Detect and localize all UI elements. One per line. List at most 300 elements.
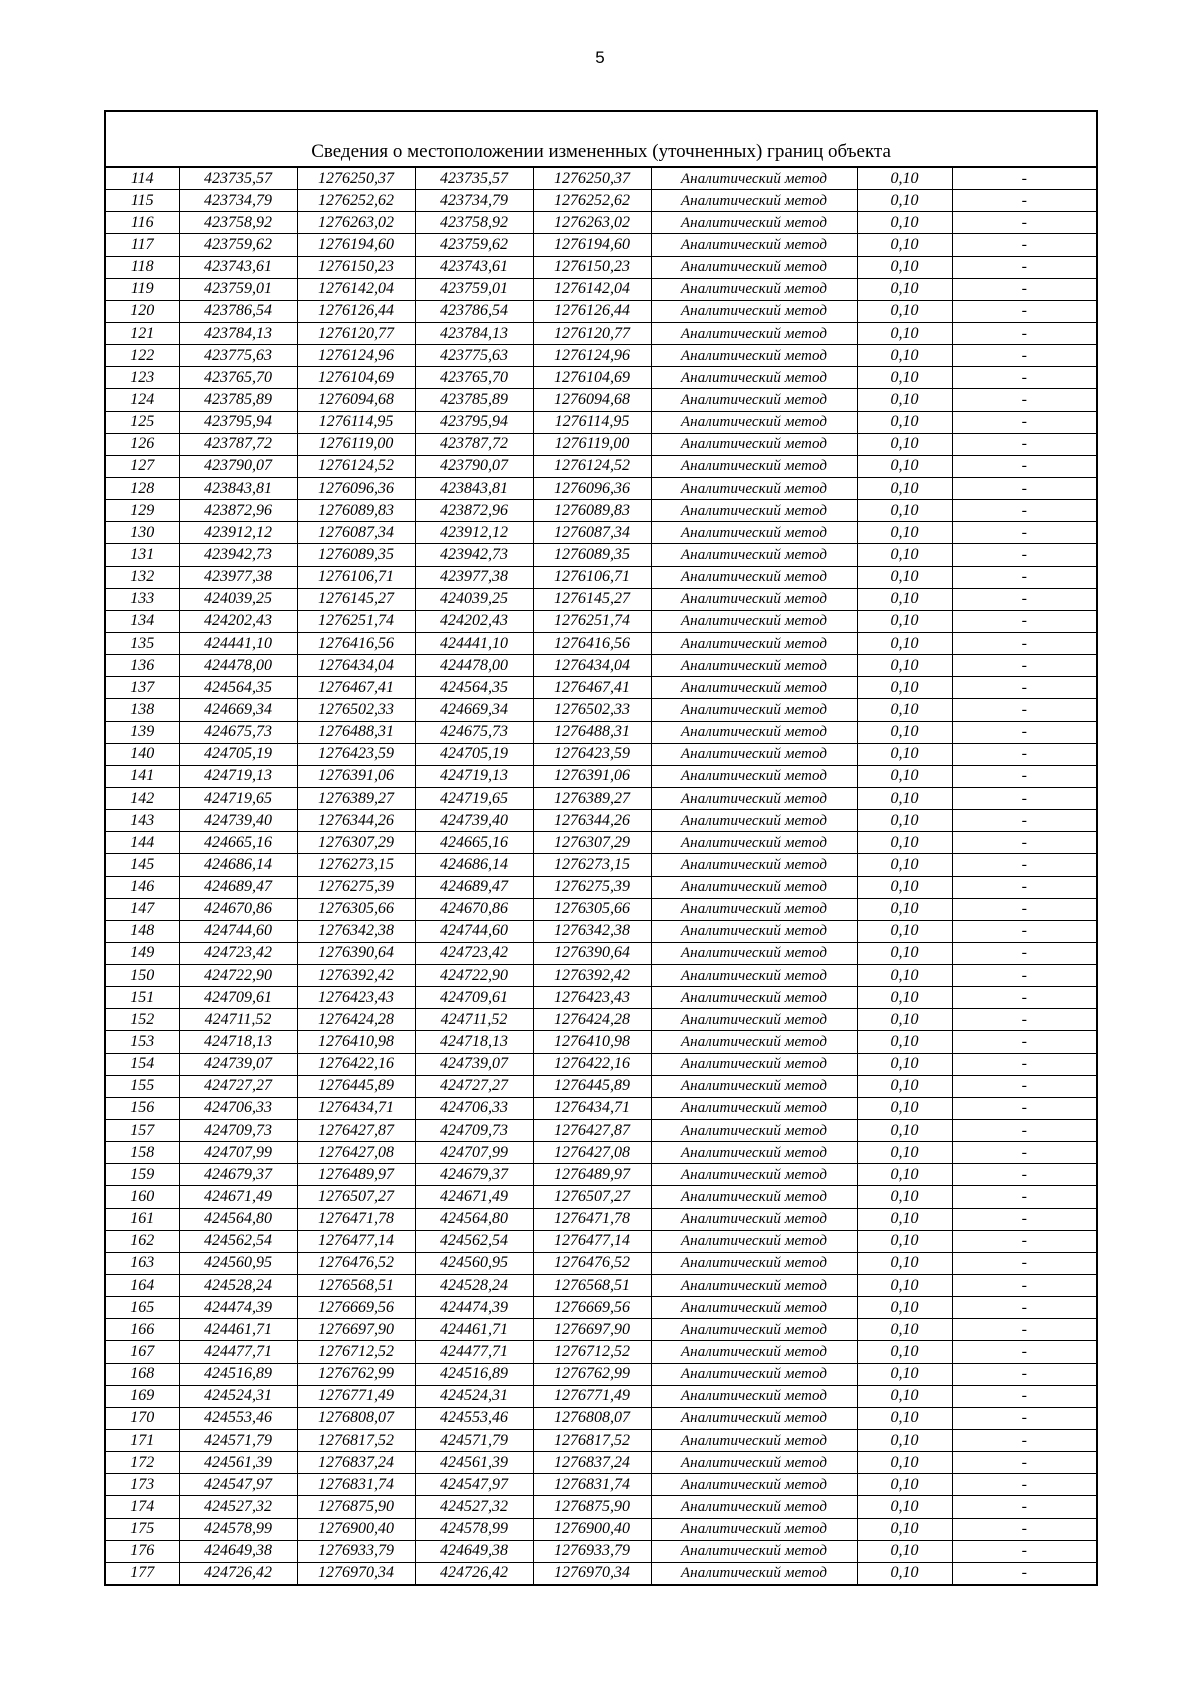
x-existing-cell: 424547,97 bbox=[179, 1474, 297, 1496]
accuracy-cell: 0,10 bbox=[857, 411, 952, 433]
point-number-cell: 132 bbox=[105, 566, 179, 588]
y-existing-cell: 1276467,41 bbox=[297, 677, 415, 699]
x-existing-cell: 424719,65 bbox=[179, 787, 297, 809]
accuracy-cell: 0,10 bbox=[857, 987, 952, 1009]
description-cell: - bbox=[952, 278, 1097, 300]
accuracy-cell: 0,10 bbox=[857, 190, 952, 212]
x-existing-cell: 424562,54 bbox=[179, 1230, 297, 1252]
table-row bbox=[105, 278, 1097, 300]
method-cell: Аналитический метод bbox=[651, 433, 857, 455]
method-cell: Аналитический метод bbox=[651, 1142, 857, 1164]
description-cell: - bbox=[952, 566, 1097, 588]
y-refined-cell: 1276422,16 bbox=[533, 1053, 651, 1075]
x-existing-cell: 424709,61 bbox=[179, 987, 297, 1009]
point-number-cell: 175 bbox=[105, 1518, 179, 1540]
point-number-cell: 161 bbox=[105, 1208, 179, 1230]
description-cell: - bbox=[952, 1275, 1097, 1297]
y-existing-cell: 1276416,56 bbox=[297, 632, 415, 654]
description-cell: - bbox=[952, 1031, 1097, 1053]
y-refined-cell: 1276142,04 bbox=[533, 278, 651, 300]
y-refined-cell: 1276488,31 bbox=[533, 721, 651, 743]
page-number: 5 bbox=[595, 48, 605, 67]
x-refined-cell: 424441,10 bbox=[415, 632, 533, 654]
y-existing-cell: 1276875,90 bbox=[297, 1496, 415, 1518]
x-refined-cell: 423795,94 bbox=[415, 411, 533, 433]
x-refined-cell: 423942,73 bbox=[415, 544, 533, 566]
table-caption: Сведения о местоположении измененных (уточненных) границ объекта bbox=[105, 111, 1097, 167]
point-number-cell: 135 bbox=[105, 632, 179, 654]
x-refined-cell: 424560,95 bbox=[415, 1252, 533, 1274]
x-existing-cell: 423765,70 bbox=[179, 367, 297, 389]
method-cell: Аналитический метод bbox=[651, 677, 857, 699]
table-row bbox=[105, 1097, 1097, 1119]
point-number-cell: 122 bbox=[105, 345, 179, 367]
method-cell: Аналитический метод bbox=[651, 256, 857, 278]
y-refined-cell: 1276150,23 bbox=[533, 256, 651, 278]
y-existing-cell: 1276392,42 bbox=[297, 965, 415, 987]
description-cell: - bbox=[952, 1363, 1097, 1385]
description-cell: - bbox=[952, 588, 1097, 610]
method-cell: Аналитический метод bbox=[651, 167, 857, 190]
description-cell: - bbox=[952, 1164, 1097, 1186]
y-refined-cell: 1276712,52 bbox=[533, 1341, 651, 1363]
table-row bbox=[105, 411, 1097, 433]
y-existing-cell: 1276305,66 bbox=[297, 898, 415, 920]
x-refined-cell: 424718,13 bbox=[415, 1031, 533, 1053]
x-refined-cell: 424039,25 bbox=[415, 588, 533, 610]
accuracy-cell: 0,10 bbox=[857, 345, 952, 367]
x-refined-cell: 423912,12 bbox=[415, 522, 533, 544]
point-number-cell: 126 bbox=[105, 433, 179, 455]
y-existing-cell: 1276342,38 bbox=[297, 920, 415, 942]
table-row bbox=[105, 566, 1097, 588]
table-row bbox=[105, 1275, 1097, 1297]
description-cell: - bbox=[952, 1186, 1097, 1208]
y-existing-cell: 1276124,52 bbox=[297, 455, 415, 477]
accuracy-cell: 0,10 bbox=[857, 1031, 952, 1053]
x-existing-cell: 424202,43 bbox=[179, 610, 297, 632]
x-existing-cell: 424528,24 bbox=[179, 1275, 297, 1297]
point-number-cell: 160 bbox=[105, 1186, 179, 1208]
x-existing-cell: 424527,32 bbox=[179, 1496, 297, 1518]
description-cell: - bbox=[952, 765, 1097, 787]
x-refined-cell: 423785,89 bbox=[415, 389, 533, 411]
point-number-cell: 148 bbox=[105, 920, 179, 942]
x-refined-cell: 424739,07 bbox=[415, 1053, 533, 1075]
y-existing-cell: 1276194,60 bbox=[297, 234, 415, 256]
method-cell: Аналитический метод bbox=[651, 1562, 857, 1585]
x-refined-cell: 424719,65 bbox=[415, 787, 533, 809]
point-number-cell: 158 bbox=[105, 1142, 179, 1164]
y-refined-cell: 1276344,26 bbox=[533, 810, 651, 832]
y-existing-cell: 1276423,59 bbox=[297, 743, 415, 765]
description-cell: - bbox=[952, 876, 1097, 898]
x-existing-cell: 423759,62 bbox=[179, 234, 297, 256]
accuracy-cell: 0,10 bbox=[857, 1540, 952, 1562]
x-existing-cell: 424706,33 bbox=[179, 1097, 297, 1119]
table-row bbox=[105, 610, 1097, 632]
x-existing-cell: 423735,57 bbox=[179, 167, 297, 190]
description-cell: - bbox=[952, 1474, 1097, 1496]
x-refined-cell: 424723,42 bbox=[415, 942, 533, 964]
point-number-cell: 134 bbox=[105, 610, 179, 632]
accuracy-cell: 0,10 bbox=[857, 1075, 952, 1097]
method-cell: Аналитический метод bbox=[651, 1540, 857, 1562]
x-existing-cell: 423795,94 bbox=[179, 411, 297, 433]
y-existing-cell: 1276150,23 bbox=[297, 256, 415, 278]
x-existing-cell: 424711,52 bbox=[179, 1009, 297, 1031]
description-cell: - bbox=[952, 610, 1097, 632]
method-cell: Аналитический метод bbox=[651, 1407, 857, 1429]
point-number-cell: 116 bbox=[105, 212, 179, 234]
description-cell: - bbox=[952, 1430, 1097, 1452]
x-refined-cell: 423743,61 bbox=[415, 256, 533, 278]
y-refined-cell: 1276305,66 bbox=[533, 898, 651, 920]
accuracy-cell: 0,10 bbox=[857, 1230, 952, 1252]
y-existing-cell: 1276252,62 bbox=[297, 190, 415, 212]
table-row bbox=[105, 1186, 1097, 1208]
table-row bbox=[105, 1031, 1097, 1053]
x-existing-cell: 423775,63 bbox=[179, 345, 297, 367]
y-existing-cell: 1276344,26 bbox=[297, 810, 415, 832]
method-cell: Аналитический метод bbox=[651, 898, 857, 920]
table-row bbox=[105, 942, 1097, 964]
x-refined-cell: 424474,39 bbox=[415, 1297, 533, 1319]
table-row bbox=[105, 1252, 1097, 1274]
point-number-cell: 144 bbox=[105, 832, 179, 854]
y-existing-cell: 1276568,51 bbox=[297, 1275, 415, 1297]
x-existing-cell: 424560,95 bbox=[179, 1252, 297, 1274]
table-row bbox=[105, 965, 1097, 987]
method-cell: Аналитический метод bbox=[651, 455, 857, 477]
y-refined-cell: 1276390,64 bbox=[533, 942, 651, 964]
y-refined-cell: 1276427,87 bbox=[533, 1120, 651, 1142]
table-row bbox=[105, 367, 1097, 389]
y-existing-cell: 1276119,00 bbox=[297, 433, 415, 455]
table-row bbox=[105, 1120, 1097, 1142]
x-refined-cell: 424671,49 bbox=[415, 1186, 533, 1208]
method-cell: Аналитический метод bbox=[651, 942, 857, 964]
y-existing-cell: 1276712,52 bbox=[297, 1341, 415, 1363]
y-existing-cell: 1276273,15 bbox=[297, 854, 415, 876]
y-refined-cell: 1276120,77 bbox=[533, 322, 651, 344]
y-refined-cell: 1276477,14 bbox=[533, 1230, 651, 1252]
table-row bbox=[105, 810, 1097, 832]
y-refined-cell: 1276434,71 bbox=[533, 1097, 651, 1119]
y-refined-cell: 1276970,34 bbox=[533, 1562, 651, 1585]
description-cell: - bbox=[952, 743, 1097, 765]
point-number-cell: 152 bbox=[105, 1009, 179, 1031]
x-existing-cell: 424739,07 bbox=[179, 1053, 297, 1075]
x-existing-cell: 423912,12 bbox=[179, 522, 297, 544]
point-number-cell: 172 bbox=[105, 1452, 179, 1474]
method-cell: Аналитический метод bbox=[651, 1319, 857, 1341]
y-existing-cell: 1276096,36 bbox=[297, 477, 415, 499]
point-number-cell: 163 bbox=[105, 1252, 179, 1274]
y-existing-cell: 1276106,71 bbox=[297, 566, 415, 588]
x-refined-cell: 424739,40 bbox=[415, 810, 533, 832]
description-cell: - bbox=[952, 1097, 1097, 1119]
table-row bbox=[105, 455, 1097, 477]
table-row bbox=[105, 655, 1097, 677]
accuracy-cell: 0,10 bbox=[857, 278, 952, 300]
x-existing-cell: 424719,13 bbox=[179, 765, 297, 787]
point-number-cell: 169 bbox=[105, 1385, 179, 1407]
x-refined-cell: 424477,71 bbox=[415, 1341, 533, 1363]
y-refined-cell: 1276275,39 bbox=[533, 876, 651, 898]
method-cell: Аналитический метод bbox=[651, 300, 857, 322]
description-cell: - bbox=[952, 1009, 1097, 1031]
description-cell: - bbox=[952, 345, 1097, 367]
point-number-cell: 150 bbox=[105, 965, 179, 987]
table-row bbox=[105, 1297, 1097, 1319]
table-row bbox=[105, 322, 1097, 344]
y-existing-cell: 1276089,35 bbox=[297, 544, 415, 566]
point-number-cell: 138 bbox=[105, 699, 179, 721]
point-number-cell: 168 bbox=[105, 1363, 179, 1385]
accuracy-cell: 0,10 bbox=[857, 876, 952, 898]
y-existing-cell: 1276507,27 bbox=[297, 1186, 415, 1208]
method-cell: Аналитический метод bbox=[651, 500, 857, 522]
table-row bbox=[105, 522, 1097, 544]
x-refined-cell: 424707,99 bbox=[415, 1142, 533, 1164]
description-cell: - bbox=[952, 190, 1097, 212]
accuracy-cell: 0,10 bbox=[857, 1009, 952, 1031]
x-refined-cell: 424562,54 bbox=[415, 1230, 533, 1252]
table-row bbox=[105, 389, 1097, 411]
accuracy-cell: 0,10 bbox=[857, 1341, 952, 1363]
y-existing-cell: 1276669,56 bbox=[297, 1297, 415, 1319]
point-number-cell: 119 bbox=[105, 278, 179, 300]
y-refined-cell: 1276252,62 bbox=[533, 190, 651, 212]
table-row bbox=[105, 1430, 1097, 1452]
x-refined-cell: 424516,89 bbox=[415, 1363, 533, 1385]
x-refined-cell: 424461,71 bbox=[415, 1319, 533, 1341]
point-number-cell: 136 bbox=[105, 655, 179, 677]
description-cell: - bbox=[952, 1230, 1097, 1252]
method-cell: Аналитический метод bbox=[651, 1097, 857, 1119]
accuracy-cell: 0,10 bbox=[857, 1142, 952, 1164]
y-refined-cell: 1276251,74 bbox=[533, 610, 651, 632]
accuracy-cell: 0,10 bbox=[857, 389, 952, 411]
method-cell: Аналитический метод bbox=[651, 987, 857, 1009]
method-cell: Аналитический метод bbox=[651, 1430, 857, 1452]
point-number-cell: 131 bbox=[105, 544, 179, 566]
point-number-cell: 170 bbox=[105, 1407, 179, 1429]
y-existing-cell: 1276837,24 bbox=[297, 1452, 415, 1474]
y-refined-cell: 1276762,99 bbox=[533, 1363, 651, 1385]
table-row bbox=[105, 1208, 1097, 1230]
x-existing-cell: 424679,37 bbox=[179, 1164, 297, 1186]
y-existing-cell: 1276697,90 bbox=[297, 1319, 415, 1341]
y-refined-cell: 1276837,24 bbox=[533, 1452, 651, 1474]
x-refined-cell: 423735,57 bbox=[415, 167, 533, 190]
y-existing-cell: 1276477,14 bbox=[297, 1230, 415, 1252]
y-existing-cell: 1276427,08 bbox=[297, 1142, 415, 1164]
accuracy-cell: 0,10 bbox=[857, 898, 952, 920]
method-cell: Аналитический метод bbox=[651, 1385, 857, 1407]
description-cell: - bbox=[952, 455, 1097, 477]
x-refined-cell: 423759,01 bbox=[415, 278, 533, 300]
y-existing-cell: 1276771,49 bbox=[297, 1385, 415, 1407]
y-existing-cell: 1276251,74 bbox=[297, 610, 415, 632]
description-cell: - bbox=[952, 655, 1097, 677]
x-existing-cell: 424744,60 bbox=[179, 920, 297, 942]
y-existing-cell: 1276900,40 bbox=[297, 1518, 415, 1540]
x-existing-cell: 424671,49 bbox=[179, 1186, 297, 1208]
accuracy-cell: 0,10 bbox=[857, 743, 952, 765]
table-row bbox=[105, 256, 1097, 278]
x-existing-cell: 423785,89 bbox=[179, 389, 297, 411]
y-existing-cell: 1276124,96 bbox=[297, 345, 415, 367]
table-row bbox=[105, 920, 1097, 942]
x-existing-cell: 424705,19 bbox=[179, 743, 297, 765]
method-cell: Аналитический метод bbox=[651, 1297, 857, 1319]
y-existing-cell: 1276389,27 bbox=[297, 787, 415, 809]
x-refined-cell: 424669,34 bbox=[415, 699, 533, 721]
accuracy-cell: 0,10 bbox=[857, 1053, 952, 1075]
method-cell: Аналитический метод bbox=[651, 411, 857, 433]
point-number-cell: 167 bbox=[105, 1341, 179, 1363]
method-cell: Аналитический метод bbox=[651, 632, 857, 654]
accuracy-cell: 0,10 bbox=[857, 787, 952, 809]
table-row bbox=[105, 212, 1097, 234]
method-cell: Аналитический метод bbox=[651, 234, 857, 256]
x-existing-cell: 423786,54 bbox=[179, 300, 297, 322]
point-number-cell: 151 bbox=[105, 987, 179, 1009]
y-refined-cell: 1276416,56 bbox=[533, 632, 651, 654]
x-existing-cell: 424564,80 bbox=[179, 1208, 297, 1230]
table-row bbox=[105, 898, 1097, 920]
table-row bbox=[105, 1319, 1097, 1341]
table-row bbox=[105, 1075, 1097, 1097]
y-refined-cell: 1276263,02 bbox=[533, 212, 651, 234]
table-row bbox=[105, 1540, 1097, 1562]
table-row bbox=[105, 1053, 1097, 1075]
x-existing-cell: 424675,73 bbox=[179, 721, 297, 743]
x-existing-cell: 424723,42 bbox=[179, 942, 297, 964]
table-row bbox=[105, 1474, 1097, 1496]
method-cell: Аналитический метод bbox=[651, 743, 857, 765]
point-number-cell: 165 bbox=[105, 1297, 179, 1319]
x-refined-cell: 424727,27 bbox=[415, 1075, 533, 1097]
table-row bbox=[105, 677, 1097, 699]
point-number-cell: 133 bbox=[105, 588, 179, 610]
method-cell: Аналитический метод bbox=[651, 1363, 857, 1385]
description-cell: - bbox=[952, 1075, 1097, 1097]
point-number-cell: 121 bbox=[105, 322, 179, 344]
accuracy-cell: 0,10 bbox=[857, 1430, 952, 1452]
method-cell: Аналитический метод bbox=[651, 544, 857, 566]
description-cell: - bbox=[952, 677, 1097, 699]
y-refined-cell: 1276389,27 bbox=[533, 787, 651, 809]
y-refined-cell: 1276089,35 bbox=[533, 544, 651, 566]
point-number-cell: 162 bbox=[105, 1230, 179, 1252]
y-existing-cell: 1276120,77 bbox=[297, 322, 415, 344]
point-number-cell: 120 bbox=[105, 300, 179, 322]
y-existing-cell: 1276410,98 bbox=[297, 1031, 415, 1053]
x-existing-cell: 423787,72 bbox=[179, 433, 297, 455]
x-refined-cell: 423977,38 bbox=[415, 566, 533, 588]
x-refined-cell: 424709,61 bbox=[415, 987, 533, 1009]
x-existing-cell: 424727,27 bbox=[179, 1075, 297, 1097]
description-cell: - bbox=[952, 1540, 1097, 1562]
description-cell: - bbox=[952, 1562, 1097, 1585]
x-refined-cell: 424564,35 bbox=[415, 677, 533, 699]
accuracy-cell: 0,10 bbox=[857, 920, 952, 942]
description-cell: - bbox=[952, 500, 1097, 522]
x-refined-cell: 423784,13 bbox=[415, 322, 533, 344]
y-refined-cell: 1276124,96 bbox=[533, 345, 651, 367]
method-cell: Аналитический метод bbox=[651, 1230, 857, 1252]
x-existing-cell: 424578,99 bbox=[179, 1518, 297, 1540]
accuracy-cell: 0,10 bbox=[857, 1452, 952, 1474]
y-existing-cell: 1276476,52 bbox=[297, 1252, 415, 1274]
description-cell: - bbox=[952, 632, 1097, 654]
y-refined-cell: 1276507,27 bbox=[533, 1186, 651, 1208]
method-cell: Аналитический метод bbox=[651, 765, 857, 787]
x-existing-cell: 424039,25 bbox=[179, 588, 297, 610]
description-cell: - bbox=[952, 1518, 1097, 1540]
table-row bbox=[105, 1452, 1097, 1474]
table-row bbox=[105, 1142, 1097, 1164]
description-cell: - bbox=[952, 1496, 1097, 1518]
x-existing-cell: 424689,47 bbox=[179, 876, 297, 898]
y-existing-cell: 1276471,78 bbox=[297, 1208, 415, 1230]
point-number-cell: 129 bbox=[105, 500, 179, 522]
x-refined-cell: 423786,54 bbox=[415, 300, 533, 322]
x-refined-cell: 424675,73 bbox=[415, 721, 533, 743]
accuracy-cell: 0,10 bbox=[857, 455, 952, 477]
table-row bbox=[105, 1385, 1097, 1407]
x-refined-cell: 424705,19 bbox=[415, 743, 533, 765]
x-existing-cell: 424478,00 bbox=[179, 655, 297, 677]
x-existing-cell: 424524,31 bbox=[179, 1385, 297, 1407]
x-refined-cell: 424686,14 bbox=[415, 854, 533, 876]
table-row bbox=[105, 1164, 1097, 1186]
accuracy-cell: 0,10 bbox=[857, 1120, 952, 1142]
description-cell: - bbox=[952, 832, 1097, 854]
method-cell: Аналитический метод bbox=[651, 1164, 857, 1186]
method-cell: Аналитический метод bbox=[651, 367, 857, 389]
method-cell: Аналитический метод bbox=[651, 854, 857, 876]
y-existing-cell: 1276114,95 bbox=[297, 411, 415, 433]
description-cell: - bbox=[952, 898, 1097, 920]
accuracy-cell: 0,10 bbox=[857, 765, 952, 787]
x-refined-cell: 424679,37 bbox=[415, 1164, 533, 1186]
x-existing-cell: 424561,39 bbox=[179, 1452, 297, 1474]
x-refined-cell: 423734,79 bbox=[415, 190, 533, 212]
y-existing-cell: 1276250,37 bbox=[297, 167, 415, 190]
x-existing-cell: 423784,13 bbox=[179, 322, 297, 344]
y-refined-cell: 1276342,38 bbox=[533, 920, 651, 942]
y-refined-cell: 1276392,42 bbox=[533, 965, 651, 987]
table-row bbox=[105, 699, 1097, 721]
table-row bbox=[105, 787, 1097, 809]
x-refined-cell: 423759,62 bbox=[415, 234, 533, 256]
method-cell: Аналитический метод bbox=[651, 610, 857, 632]
accuracy-cell: 0,10 bbox=[857, 256, 952, 278]
x-existing-cell: 424707,99 bbox=[179, 1142, 297, 1164]
accuracy-cell: 0,10 bbox=[857, 1097, 952, 1119]
x-refined-cell: 423843,81 bbox=[415, 477, 533, 499]
point-number-cell: 147 bbox=[105, 898, 179, 920]
x-existing-cell: 424686,14 bbox=[179, 854, 297, 876]
point-number-cell: 164 bbox=[105, 1275, 179, 1297]
y-refined-cell: 1276771,49 bbox=[533, 1385, 651, 1407]
method-cell: Аналитический метод bbox=[651, 1474, 857, 1496]
y-existing-cell: 1276762,99 bbox=[297, 1363, 415, 1385]
